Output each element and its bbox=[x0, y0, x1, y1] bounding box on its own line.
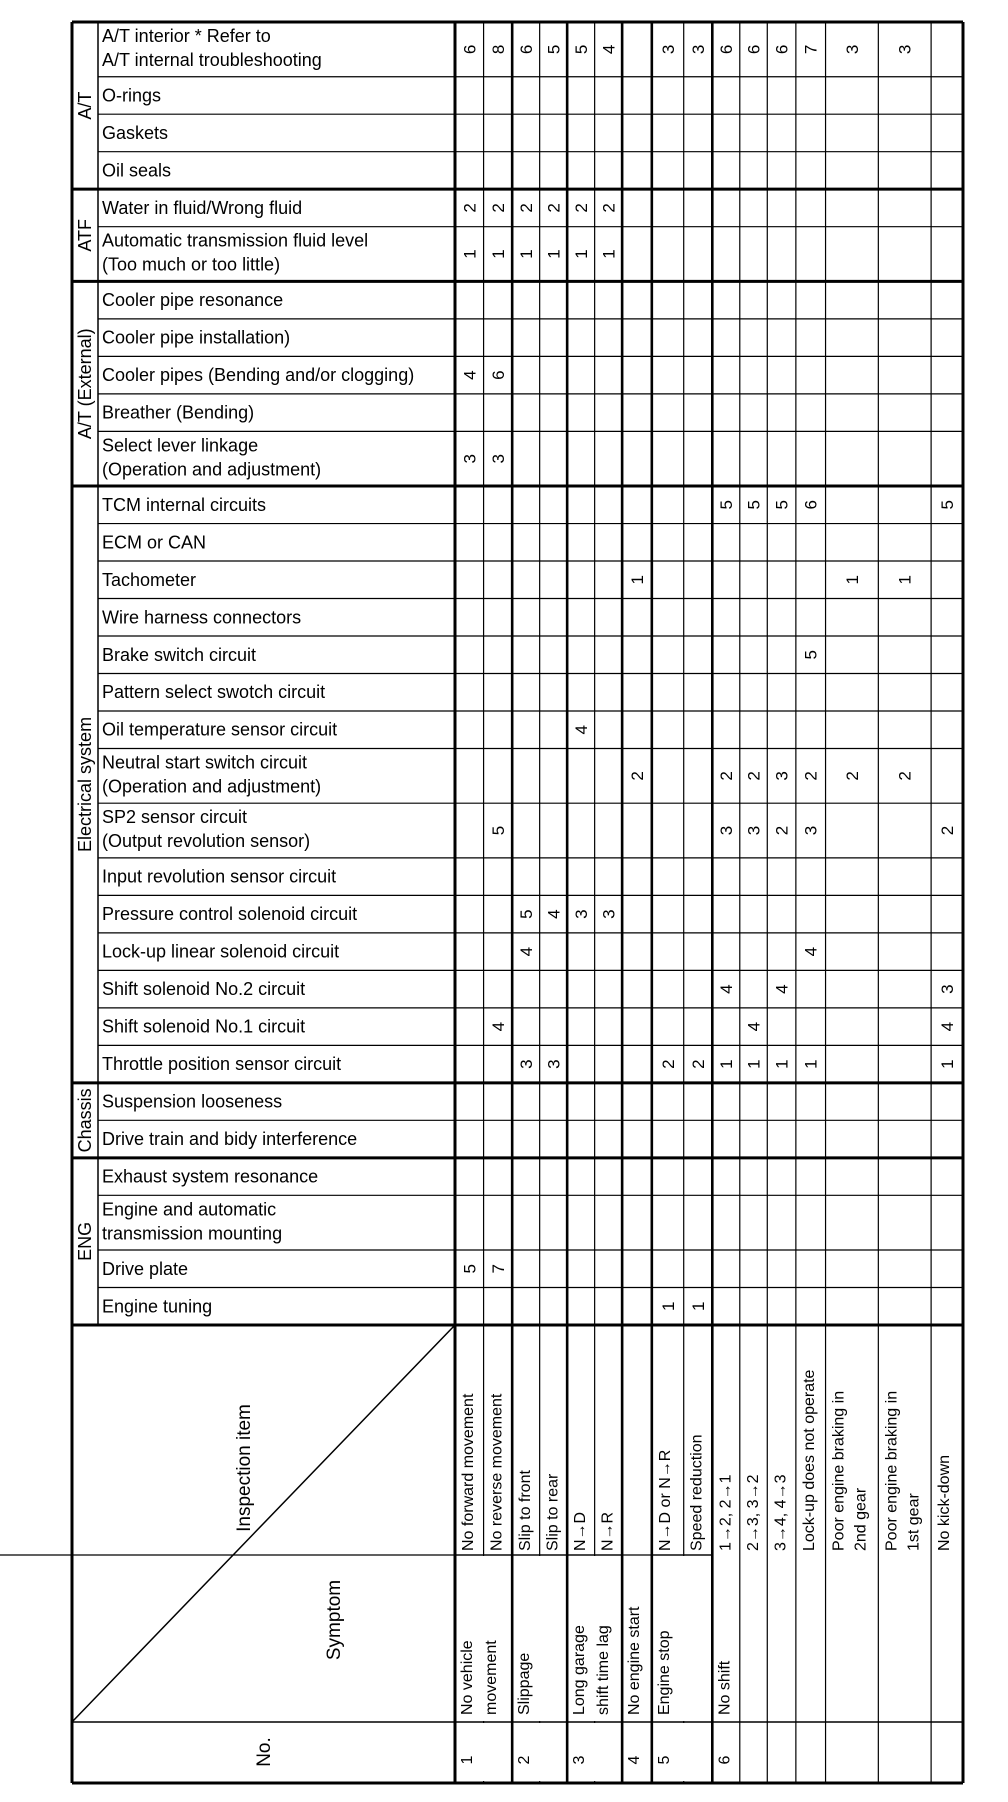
symptom-label: N→R bbox=[599, 1511, 617, 1551]
cell-value: 2 bbox=[516, 203, 536, 213]
inspection-item-label: Oil seals bbox=[102, 160, 172, 181]
cell-value: 2 bbox=[801, 771, 821, 781]
cell-value: 2 bbox=[689, 1059, 709, 1069]
cell-value: 6 bbox=[516, 44, 536, 55]
header-diagonal bbox=[72, 1325, 455, 1722]
inspection-item-label: Throttle position sensor circuit bbox=[102, 1054, 342, 1075]
cell-value: 2 bbox=[571, 203, 591, 213]
cell-value: 4 bbox=[717, 984, 737, 994]
inspection-item-label: O-rings bbox=[102, 85, 162, 106]
inspection-item-label: Engine and automatic bbox=[102, 1199, 277, 1220]
inspection-item-label: Lock-up linear solenoid circuit bbox=[102, 941, 340, 962]
cell-value: 1 bbox=[744, 1059, 764, 1069]
symptom-label: No kick-down bbox=[936, 1454, 954, 1551]
inspection-item-label: Brake switch circuit bbox=[102, 644, 257, 665]
cell-value: 6 bbox=[488, 370, 508, 380]
cell-value: 4 bbox=[801, 946, 821, 957]
cell-value: 4 bbox=[460, 370, 480, 380]
cell-value: 1 bbox=[460, 249, 480, 259]
inspection-item-label: Suspension looseness bbox=[102, 1091, 283, 1112]
symptom-number: 3 bbox=[571, 1755, 589, 1765]
cell-value: 3 bbox=[717, 825, 737, 836]
cell-value: 8 bbox=[488, 44, 508, 55]
cell-value: 2 bbox=[460, 203, 480, 213]
symptom-group-label: Engine stop bbox=[655, 1630, 673, 1715]
symptom-label: N→D bbox=[572, 1511, 590, 1551]
cell-value: 2 bbox=[842, 771, 862, 781]
symptom-number: 1 bbox=[459, 1755, 476, 1765]
inspection-item-label: Oil temperature sensor circuit bbox=[102, 719, 338, 740]
symptom-group-label: Slippage bbox=[516, 1652, 534, 1715]
cell-value: 4 bbox=[544, 909, 564, 919]
inspection-item-label: Neutral start switch circuit bbox=[102, 752, 308, 773]
cell-value: 3 bbox=[544, 1059, 564, 1069]
inspection-item-label: Wire harness connectors bbox=[102, 607, 302, 628]
cell-value: 5 bbox=[460, 1264, 480, 1274]
inspection-item-label: ECM or CAN bbox=[102, 532, 207, 553]
cell-value: 3 bbox=[571, 909, 591, 919]
cell-value: 3 bbox=[801, 825, 821, 836]
inspection-item-label: Breather (Bending) bbox=[102, 402, 255, 423]
cell-value: 4 bbox=[772, 984, 792, 994]
inspection-item-label: Exhaust system resonance bbox=[102, 1166, 319, 1187]
cell-value: 3 bbox=[895, 44, 915, 55]
cell-value: 3 bbox=[744, 825, 764, 836]
cell-value: 3 bbox=[516, 1059, 536, 1069]
cell-value: 2 bbox=[895, 771, 915, 781]
inspection-item-label: Pattern select swotch circuit bbox=[102, 682, 326, 703]
cell-value: 3 bbox=[599, 909, 619, 919]
inspection-item-label: Select lever linkage bbox=[102, 435, 259, 456]
inspection-item-label: Shift solenoid No.1 circuit bbox=[102, 1016, 306, 1037]
inspection-item-label: Tachometer bbox=[102, 569, 197, 590]
cell-value: 4 bbox=[516, 946, 536, 957]
symptom-label: 3→4, 4→3 bbox=[772, 1474, 790, 1551]
symptom-group-label: shift time lag bbox=[595, 1625, 613, 1715]
symptom-group-label: No shift bbox=[716, 1660, 734, 1715]
cell-value: 6 bbox=[717, 44, 737, 55]
cell-value: 1 bbox=[488, 249, 508, 259]
cell-value: 1 bbox=[571, 249, 591, 259]
inspection-item-label: A/T internal troubleshooting bbox=[102, 50, 322, 70]
table-text bbox=[75, 26, 957, 1767]
group-label: A/T bbox=[75, 91, 95, 120]
cell-value: 2 bbox=[772, 825, 792, 836]
cell-value: 7 bbox=[801, 44, 821, 55]
cell-value: 5 bbox=[516, 909, 536, 919]
inspection-item-label: Automatic transmission fluid level bbox=[102, 230, 369, 251]
cell-value: 5 bbox=[801, 650, 821, 660]
symptom-group-label: No engine start bbox=[626, 1606, 644, 1715]
symptom-number: 6 bbox=[716, 1755, 734, 1765]
cell-value: 6 bbox=[460, 44, 480, 55]
symptom-label: Lock-up does not operate bbox=[800, 1369, 818, 1551]
cell-value: 3 bbox=[658, 44, 678, 55]
inspection-item-label: A/T interior * Refer to bbox=[102, 26, 271, 46]
cell-value: 2 bbox=[544, 203, 564, 213]
symptom-group-label: Long garage bbox=[571, 1625, 589, 1715]
cell-value: 1 bbox=[689, 1301, 709, 1311]
cell-value: 3 bbox=[938, 984, 958, 994]
symptom-group-label: No vehicle bbox=[459, 1640, 476, 1715]
group-label: ENG bbox=[75, 1221, 95, 1261]
cell-value: 4 bbox=[599, 44, 619, 55]
group-label: ATF bbox=[75, 218, 95, 252]
symptom-label: Speed reduction bbox=[688, 1434, 706, 1551]
inspection-item-label: transmission mounting bbox=[102, 1223, 283, 1244]
symptom-label: 2nd gear bbox=[852, 1487, 870, 1551]
cell-value: 5 bbox=[571, 44, 591, 55]
cell-value: 1 bbox=[599, 249, 619, 259]
merged-cell-mask bbox=[569, 1723, 620, 1781]
cell-value: 1 bbox=[801, 1059, 821, 1069]
inspection-item-label: Engine tuning bbox=[102, 1296, 213, 1317]
symptom-number: 4 bbox=[626, 1755, 644, 1765]
inspection-item-label: TCM internal circuits bbox=[102, 494, 267, 515]
symptom-label: No forward movement bbox=[460, 1393, 477, 1551]
table-grid bbox=[0, 22, 963, 1783]
group-label: A/T (External) bbox=[75, 328, 95, 440]
symptom-label: Poor engine braking in bbox=[830, 1390, 848, 1551]
inspection-item-label: (Operation and adjustment) bbox=[102, 776, 322, 797]
cell-value: 1 bbox=[544, 249, 564, 259]
cell-value: 5 bbox=[938, 500, 958, 510]
cell-value: 5 bbox=[488, 825, 508, 836]
cell-value: 5 bbox=[772, 500, 792, 510]
cell-value: 1 bbox=[842, 575, 862, 585]
symptom-header: Symptom bbox=[324, 1579, 345, 1661]
inspection-item-label: (Operation and adjustment) bbox=[102, 459, 322, 480]
symptom-number: 5 bbox=[655, 1755, 673, 1765]
symptom-label: 2→3, 3→2 bbox=[744, 1474, 762, 1551]
cell-value: 5 bbox=[744, 500, 764, 510]
symptom-number: 2 bbox=[516, 1755, 534, 1765]
cell-value: 6 bbox=[801, 500, 821, 510]
cell-value: 5 bbox=[717, 500, 737, 510]
symptom-label: 1st gear bbox=[905, 1493, 923, 1551]
cell-value: 2 bbox=[599, 203, 619, 213]
inspection-item-header: Inspection item bbox=[234, 1404, 255, 1532]
cell-value: 3 bbox=[689, 44, 709, 55]
cell-value: 1 bbox=[938, 1059, 958, 1069]
inspection-item-label: (Output revolution sensor) bbox=[102, 831, 311, 852]
group-label: Electrical system bbox=[75, 716, 95, 852]
merged-cell-mask bbox=[654, 1723, 710, 1781]
inspection-item-label: (Too much or too little) bbox=[102, 254, 281, 275]
symptom-label: Slip to front bbox=[517, 1470, 535, 1551]
cell-value: 4 bbox=[938, 1021, 958, 1032]
cell-value: 2 bbox=[627, 771, 647, 781]
symptom-label: Poor engine braking in bbox=[883, 1390, 901, 1551]
cell-value: 2 bbox=[717, 771, 737, 781]
inspection-item-label: Shift solenoid No.2 circuit bbox=[102, 979, 306, 1000]
inspection-item-label: Water in fluid/Wrong fluid bbox=[102, 197, 303, 218]
cell-value: 1 bbox=[627, 575, 647, 585]
cell-value: 3 bbox=[842, 44, 862, 55]
inspection-item-label: Gaskets bbox=[102, 122, 169, 143]
cell-value: 7 bbox=[488, 1264, 508, 1274]
cell-value: 2 bbox=[938, 825, 958, 836]
symptom-label: N→D or N→R bbox=[656, 1449, 674, 1551]
inspection-item-label: Pressure control solenoid circuit bbox=[102, 904, 358, 925]
cell-value: 3 bbox=[772, 771, 792, 781]
merged-cell-mask bbox=[457, 1723, 510, 1781]
number-header: No. bbox=[254, 1737, 275, 1767]
inspection-item-label: SP2 sensor circuit bbox=[102, 807, 248, 828]
cell-value: 6 bbox=[772, 44, 792, 55]
cell-value: 3 bbox=[460, 453, 480, 464]
cell-value: 5 bbox=[544, 44, 564, 55]
inspection-item-label: Cooler pipes (Bending and/or clogging) bbox=[102, 365, 415, 386]
inspection-item-label: Drive plate bbox=[102, 1258, 189, 1279]
inspection-item-label: Drive train and bidy interference bbox=[102, 1129, 358, 1150]
inspection-item-label: Input revolution sensor circuit bbox=[102, 866, 337, 887]
inspection-item-label: Cooler pipe installation) bbox=[102, 327, 291, 348]
symptom-group-label: movement bbox=[483, 1640, 500, 1715]
cell-value: 4 bbox=[488, 1021, 508, 1032]
cell-value: 2 bbox=[658, 1059, 678, 1069]
symptom-label: No reverse movement bbox=[488, 1393, 506, 1551]
group-label: Chassis bbox=[75, 1088, 95, 1153]
cell-value: 1 bbox=[516, 249, 536, 259]
cell-value: 4 bbox=[571, 724, 591, 735]
cell-value: 2 bbox=[744, 771, 764, 781]
merged-cell-mask bbox=[514, 1723, 565, 1781]
inspection-item-label: Cooler pipe resonance bbox=[102, 290, 284, 311]
symptom-label: Slip to rear bbox=[544, 1473, 562, 1551]
cell-value: 1 bbox=[895, 575, 915, 585]
cell-value: 3 bbox=[488, 453, 508, 464]
cell-value: 4 bbox=[744, 1021, 764, 1032]
cell-value: 2 bbox=[488, 203, 508, 213]
cell-value: 1 bbox=[717, 1059, 737, 1069]
cell-value: 1 bbox=[772, 1059, 792, 1069]
cell-value: 1 bbox=[658, 1301, 678, 1311]
symptom-label: 1→2, 2→1 bbox=[717, 1474, 735, 1551]
cell-value: 6 bbox=[744, 44, 764, 55]
